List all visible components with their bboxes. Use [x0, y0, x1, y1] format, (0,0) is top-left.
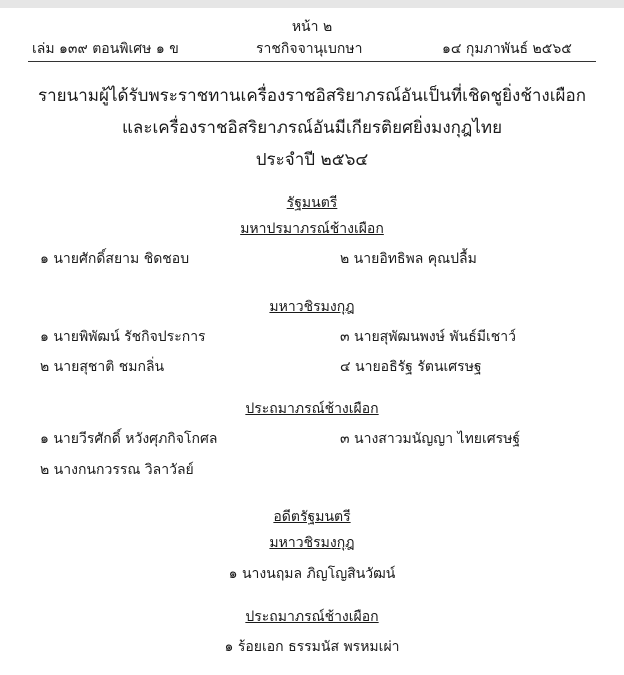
section-heading-former-ministers: อดีตรัฐมนตรี: [273, 509, 351, 525]
page-header-row: [0, 38, 624, 60]
page-number: หน้า ๒: [291, 19, 333, 35]
decoration-heading: มหาวชิรมงกุฎ: [269, 535, 355, 551]
recipient-name: ๒ นายสุชาติ ชมกลิ่น: [40, 359, 165, 375]
top-bar: [0, 0, 624, 8]
section-heading-ministers: รัฐมนตรี: [286, 195, 338, 211]
publication-date: ๑๔ กุมภาพันธ์ ๒๕๖๕: [442, 41, 572, 57]
document-title-line-3: ประจำปี ๒๕๖๔: [255, 150, 369, 170]
document-title-line-2: และเครื่องราชอิสริยาภรณ์อันมีเกียรติยศยิ่งมงกุฎไทย: [121, 118, 503, 138]
recipient-name: ๒ นางกนกวรรณ วิลาวัลย์: [40, 462, 194, 478]
recipient-name: ๓ นางสาวมนัญญา ไทยเศรษฐ์: [340, 431, 521, 447]
recipient-name: ๑ นางนฤมล ภิญโญสินวัฒน์: [228, 566, 396, 582]
gazette-page: [0, 8, 624, 675]
recipient-name: ๔ นายอธิรัฐ รัตนเศรษฐ: [340, 359, 482, 375]
publication-name: ราชกิจจานุเบกษา: [256, 41, 363, 57]
decoration-heading: มหาวชิรมงกุฎ: [269, 299, 355, 315]
decoration-heading: ประถมาภรณ์ช้างเผือก: [245, 401, 379, 417]
volume-issue: เล่ม ๑๓๙ ตอนพิเศษ ๑ ข: [32, 41, 179, 57]
recipient-name: ๑ นายวีรศักดิ์ หวังศุภกิจโกศล: [40, 431, 218, 447]
decoration-heading: มหาปรมาภรณ์ช้างเผือก: [240, 221, 384, 237]
recipient-name: ๑ นายศักดิ์สยาม ชิดชอบ: [40, 251, 190, 267]
document-title-line-1: รายนามผู้ได้รับพระราชทานเครื่องราชอิสริยาภรณ์อันเป็นที่เชิดชูยิ่งช้างเผือก: [37, 86, 587, 106]
recipient-name: ๒ นายอิทธิพล คุณปลื้ม: [340, 251, 477, 267]
recipient-name: ๓ นายสุพัฒนพงษ์ พันธ์มีเชาว์: [340, 329, 516, 345]
recipient-name: ๑ ร้อยเอก ธรรมนัส พรหมเผ่า: [224, 639, 400, 655]
header-divider: [28, 61, 596, 62]
decoration-heading: ประถมาภรณ์ช้างเผือก: [245, 609, 379, 625]
recipient-name: ๑ นายพิพัฒน์ รัชกิจประการ: [40, 329, 206, 345]
